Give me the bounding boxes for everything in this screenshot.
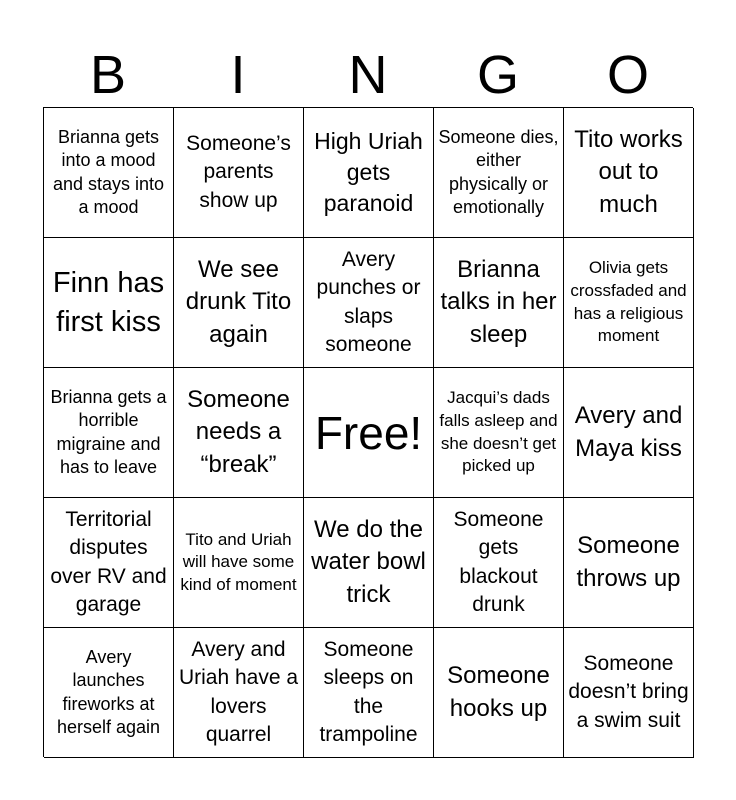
bingo-cell[interactable]: Someone dies, either physically or emotionally (434, 108, 564, 238)
bingo-cell[interactable]: Someone throws up (564, 498, 694, 628)
bingo-cell[interactable]: Someone’s parents show up (174, 108, 304, 238)
bingo-cell[interactable]: Brianna gets into a mood and stays into a mood (44, 108, 174, 238)
bingo-cell[interactable]: Jacqui’s dads falls asleep and she doesn’t get picked up (434, 368, 564, 498)
bingo-cell[interactable]: Avery launches fireworks at herself again (44, 628, 174, 758)
bingo-cell[interactable]: Brianna talks in her sleep (434, 238, 564, 368)
bingo-header (43, 44, 693, 106)
bingo-cell[interactable]: Someone doesn’t bring a swim suit (564, 628, 694, 758)
bingo-cell[interactable]: Tito and Uriah will have some kind of moment (174, 498, 304, 628)
bingo-cell[interactable]: Avery and Maya kiss (564, 368, 694, 498)
header-letter-g: G (476, 45, 519, 105)
header-letter-i: I (230, 45, 246, 105)
bingo-cell[interactable]: Someone hooks up (434, 628, 564, 758)
bingo-cell[interactable]: Brianna gets a horrible migraine and has to leave (44, 368, 174, 498)
bingo-cell[interactable]: Someone sleeps on the trampoline (304, 628, 434, 758)
bingo-board (43, 107, 693, 757)
bingo-cell[interactable]: Avery punches or slaps someone (304, 238, 434, 368)
bingo-cell[interactable]: Territorial disputes over RV and garage (44, 498, 174, 628)
header-letter-b: B (89, 45, 127, 105)
bingo-cell[interactable]: High Uriah gets paranoid (304, 108, 434, 238)
bingo-cell[interactable]: Tito works out to much (564, 108, 694, 238)
bingo-cell[interactable]: Avery and Uriah have a lovers quarrel (174, 628, 304, 758)
bingo-cell[interactable]: Someone needs a “break” (174, 368, 304, 498)
bingo-cell[interactable]: Olivia gets crossfaded and has a religious moment (564, 238, 694, 368)
bingo-cell[interactable]: Someone gets blackout drunk (434, 498, 564, 628)
bingo-cell[interactable]: We see drunk Tito again (174, 238, 304, 368)
free-space-cell[interactable]: Free! (304, 368, 434, 498)
header-letter-n: N (348, 45, 388, 105)
bingo-cell[interactable]: We do the water bowl trick (304, 498, 434, 628)
bingo-cell[interactable]: Finn has first kiss (44, 238, 174, 368)
header-letter-o: O (606, 45, 649, 105)
